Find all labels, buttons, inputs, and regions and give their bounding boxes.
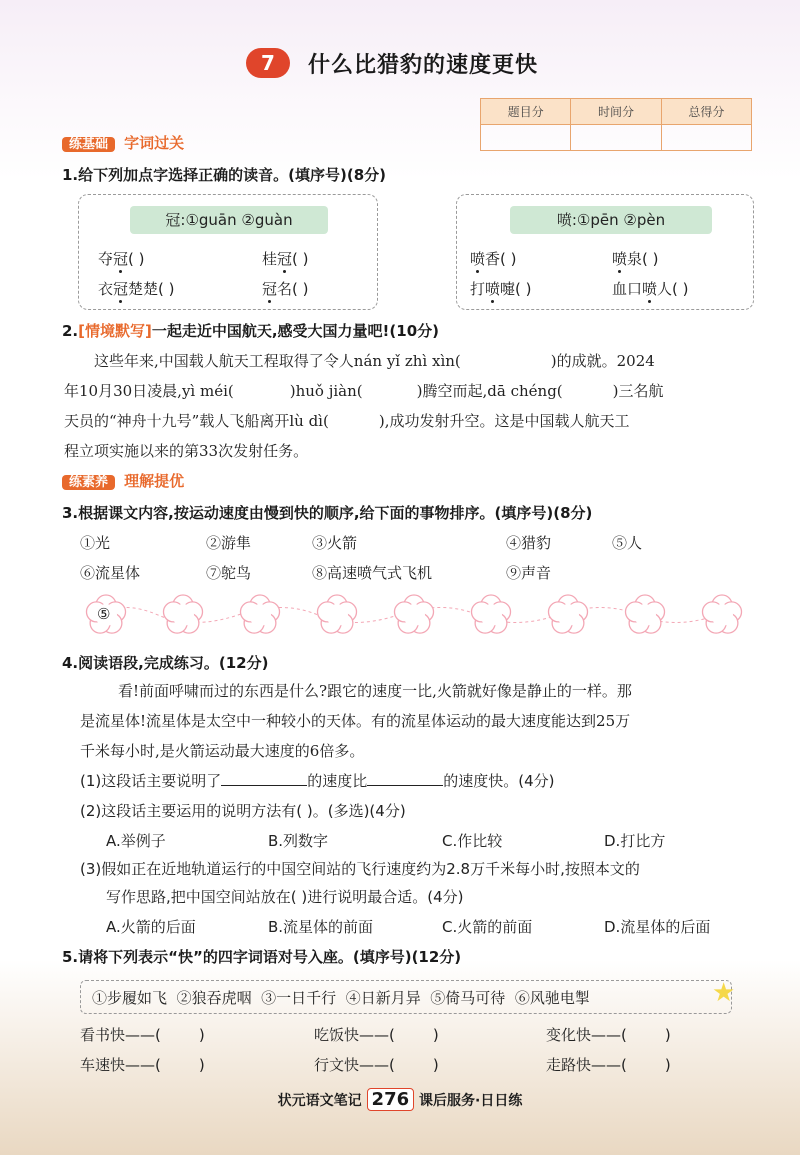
q3-first-answer: ⑤ bbox=[97, 605, 111, 623]
flower-slot[interactable] bbox=[702, 595, 741, 633]
question-2-passage: 这些年来,中国载人航天工程取得了令人nán yǐ zhì xìn( )的成就。2024 年10月30日凌晨,yì méi( )huǒ jiàn( )腾空而起,dā chéng( )三名航 天员的“神舟十九号”载人飞船离开lù dì( ),成功发射升空。这是中国载人航天工 程立项实施以来的第33次发射任务。 bbox=[64, 352, 664, 460]
q4-sub3-option[interactable]: D.流星体的后面 bbox=[604, 918, 711, 936]
q5-word-list: ①步履如飞 ②狼吞虎咽 ③一日千行 ④日新月异 ⑤倚马可待 ⑥风驰电掣 bbox=[92, 989, 590, 1007]
q3-option: ②游隼 bbox=[206, 534, 252, 552]
question-4-passage: 看!前面呼啸而过的东西是什么?跟它的速度一比,火箭就好像是静止的一样。那 是流星体!流星体是太空中一种较小的天体。有的流星体运动的最大速度能达到25万 千米每小时,是火箭运动最大速度的6倍多。 bbox=[80, 682, 632, 760]
q3-option: ⑦鸵鸟 bbox=[206, 564, 252, 582]
q5-item: 看书快——( ) bbox=[80, 1026, 205, 1044]
q1-item: 喷泉( ) bbox=[612, 250, 659, 268]
q3-option: ④猎豹 bbox=[506, 534, 552, 552]
footer-book-title: 状元语文笔记 bbox=[277, 1093, 362, 1109]
flower-slot[interactable] bbox=[625, 595, 664, 633]
section-label: 理解提优 bbox=[124, 472, 185, 490]
q1-item: 血口喷人( ) bbox=[612, 280, 689, 298]
q4-sub2-option[interactable]: A.举例子 bbox=[106, 832, 166, 850]
flower-slot[interactable] bbox=[548, 595, 587, 633]
q1-item: 夺冠( ) bbox=[98, 250, 145, 268]
section-basic-header bbox=[62, 132, 184, 156]
q5-item: 行文快——( ) bbox=[314, 1056, 439, 1074]
q4-sub1: (1)这段话主要说明了 的速度比 的速度快。(4分) bbox=[80, 772, 555, 790]
q4-sub2-option[interactable]: B.列数字 bbox=[268, 832, 329, 850]
flower-slot[interactable] bbox=[317, 595, 356, 633]
question-4-prompt: 4.阅读语段,完成练习。(12分) bbox=[62, 654, 269, 672]
q1-key-guan: 冠:①guān ②guàn bbox=[130, 206, 328, 234]
score-cell-question[interactable] bbox=[481, 125, 571, 151]
score-header-question: 题目分 bbox=[481, 99, 571, 125]
q4-sub3-option[interactable]: B.流星体的前面 bbox=[268, 918, 374, 936]
page-title: 什么比猎豹的速度更快 bbox=[308, 53, 539, 78]
q4-sub2-option[interactable]: C.作比较 bbox=[442, 832, 503, 850]
footer-series: 课后服务·日日练 bbox=[419, 1093, 523, 1109]
q1-item: 喷香( ) bbox=[470, 250, 517, 268]
score-cell-total[interactable] bbox=[661, 125, 751, 151]
q3-option: ⑧高速喷气式飞机 bbox=[312, 564, 433, 582]
flower-slot[interactable] bbox=[240, 595, 279, 633]
q1-item: 桂冠( ) bbox=[262, 250, 309, 268]
q3-option: ⑥流星体 bbox=[80, 564, 141, 582]
page-footer bbox=[0, 1088, 800, 1111]
q4-sub2: (2)这段话主要运用的说明方法有( )。(多选)(4分) bbox=[80, 802, 406, 820]
q5-item: 车速快——( ) bbox=[80, 1056, 205, 1074]
q4-sub3-line2: 写作思路,把中国空间站放在( )进行说明最合适。(4分) bbox=[106, 888, 464, 906]
flower-answer-chain bbox=[78, 590, 758, 640]
q5-item: 走路快——( ) bbox=[546, 1056, 671, 1074]
q1-key-pen: 喷:①pēn ②pèn bbox=[510, 206, 712, 234]
q1-item: 衣冠楚楚( ) bbox=[98, 280, 175, 298]
flower-slot[interactable] bbox=[394, 595, 433, 633]
question-1-prompt: 1.给下列加点字选择正确的读音。(填序号)(8分) bbox=[62, 166, 386, 184]
q4-sub3-option[interactable]: A.火箭的后面 bbox=[106, 918, 196, 936]
section-label: 字词过关 bbox=[124, 134, 185, 152]
flower-slot[interactable] bbox=[163, 595, 202, 633]
lesson-number-badge: 7 bbox=[246, 48, 290, 78]
q1-item: 冠名( ) bbox=[262, 280, 309, 298]
score-header-time: 时间分 bbox=[571, 99, 661, 125]
section-badge: 练素养 bbox=[62, 475, 115, 490]
q5-item: 变化快——( ) bbox=[546, 1026, 671, 1044]
star-icon: ★ bbox=[712, 978, 736, 1008]
q4-blank-2[interactable] bbox=[367, 785, 443, 786]
question-2-prompt: 2.[情境默写]一起走近中国航天,感受大国力量吧!(10分) bbox=[62, 322, 439, 340]
score-header-total: 总得分 bbox=[661, 99, 751, 125]
score-table bbox=[480, 98, 752, 151]
scenario-tag: [情境默写] bbox=[78, 322, 152, 340]
q5-item: 吃饭快——( ) bbox=[314, 1026, 439, 1044]
q4-sub2-option[interactable]: D.打比方 bbox=[604, 832, 666, 850]
q3-option: ③火箭 bbox=[312, 534, 358, 552]
section-badge: 练基础 bbox=[62, 137, 115, 152]
q4-blank-1[interactable] bbox=[221, 785, 307, 786]
q4-sub3-line1: (3)假如正在近地轨道运行的中国空间站的飞行速度约为2.8万千米每小时,按照本文的 bbox=[80, 860, 640, 878]
flower-slot[interactable] bbox=[471, 595, 510, 633]
question-5-prompt: 5.请将下列表示“快”的四字词语对号入座。(填序号)(12分) bbox=[62, 948, 462, 966]
q4-sub3-option[interactable]: C.火箭的前面 bbox=[442, 918, 533, 936]
page-number: 276 bbox=[367, 1088, 415, 1111]
q1-item: 打喷嚏( ) bbox=[470, 280, 532, 298]
q3-option: ⑤人 bbox=[612, 534, 643, 552]
section-literacy-header bbox=[62, 470, 184, 494]
question-3-prompt: 3.根据课文内容,按运动速度由慢到快的顺序,给下面的事物排序。(填序号)(8分) bbox=[62, 504, 593, 522]
score-cell-time[interactable] bbox=[571, 125, 661, 151]
q3-option: ⑨声音 bbox=[506, 564, 552, 582]
q3-option: ①光 bbox=[80, 534, 111, 552]
